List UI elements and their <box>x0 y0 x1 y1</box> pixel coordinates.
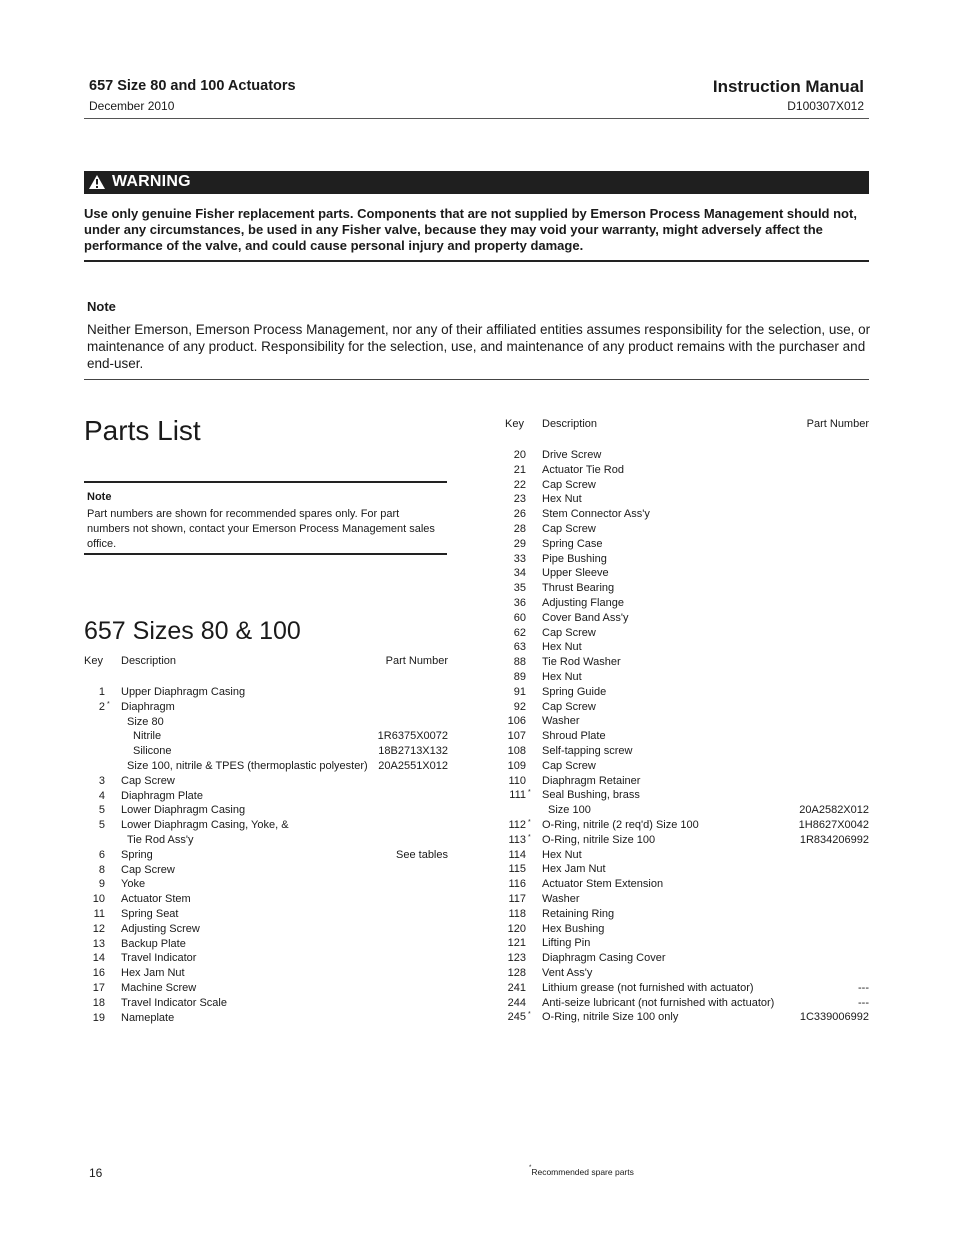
warning-banner <box>84 171 869 194</box>
footnote <box>528 1167 634 1177</box>
row-key: 14 <box>92 952 105 965</box>
table-row <box>505 775 871 790</box>
row-description: Drive Screw <box>542 449 602 461</box>
row-description: Yoke <box>121 878 146 891</box>
document-title: 657 Size 80 and 100 Actuators <box>89 78 296 94</box>
row-description: Actuator Tie Rod <box>542 463 624 476</box>
row-key: 4 <box>98 789 105 802</box>
row-description: Diaphragm <box>121 700 175 713</box>
table-row <box>84 938 450 953</box>
row-description: Travel Indicator Scale <box>121 996 227 1009</box>
table-row <box>505 612 871 627</box>
row-part-number: 18B2713X132 <box>378 745 448 758</box>
row-key: 11 <box>93 908 105 920</box>
row-key: 245 <box>507 1011 526 1024</box>
row-description: Nameplate <box>121 1011 175 1024</box>
table-row <box>505 804 871 819</box>
row-key: 2 <box>98 700 105 713</box>
row-key: 109 <box>507 759 526 772</box>
row-description: Spring Guide <box>542 685 607 698</box>
table-row <box>505 789 871 804</box>
row-key: 21 <box>513 463 526 476</box>
table-row <box>505 627 871 642</box>
table-row <box>84 878 450 893</box>
row-description: Adjusting Screw <box>121 922 200 935</box>
table-row <box>84 745 450 760</box>
row-description: Cap Screw <box>542 523 596 535</box>
table-header <box>505 418 871 433</box>
section-heading: Parts List <box>84 415 201 446</box>
table-row <box>505 834 871 849</box>
row-key: 121 <box>507 937 526 950</box>
row-description: Hex Nut <box>542 493 582 506</box>
row-description: Retaining Ring <box>542 907 615 920</box>
row-description: Thrust Bearing <box>542 582 615 595</box>
table-row <box>84 967 450 982</box>
row-part-number: 1H8627X0042 <box>798 819 869 831</box>
row-description: Upper Sleeve <box>542 567 609 580</box>
row-key: 128 <box>507 967 526 979</box>
row-key: 10 <box>92 893 105 906</box>
row-description: Travel Indicator <box>121 952 197 965</box>
row-key: 5 <box>98 819 105 832</box>
row-key: 91 <box>513 685 526 698</box>
row-key: 17 <box>92 982 105 994</box>
row-key: 106 <box>507 715 526 728</box>
row-part-number: 1C339006992 <box>799 1011 869 1024</box>
table-row <box>505 715 871 730</box>
table-row <box>505 997 871 1012</box>
row-key: 241 <box>507 981 526 994</box>
table-row <box>84 952 450 967</box>
row-description: Actuator Stem Extension <box>542 878 664 891</box>
page-number: 16 <box>89 1166 103 1180</box>
row-description: Hex Nut <box>542 848 582 861</box>
table-row <box>84 760 450 775</box>
row-description: O-Ring, nitrile Size 100 <box>542 833 656 846</box>
row-description: Lithium grease (not furnished with actuator) <box>542 981 754 994</box>
row-description: Seal Bushing, brass <box>542 789 640 802</box>
row-description: Size 100 <box>548 804 591 817</box>
table-row <box>505 508 871 523</box>
parts-table-right <box>505 418 871 1024</box>
table-row <box>505 849 871 864</box>
table-row <box>505 819 871 834</box>
row-key: 111 <box>509 789 526 802</box>
row-description: Anti-seize lubricant (not furnished with actuator) <box>542 996 775 1009</box>
recommended-spare-mark: * <box>528 819 531 826</box>
row-description: Size 80 <box>127 715 164 728</box>
table-row <box>505 701 871 716</box>
table-row <box>505 730 871 745</box>
table-row <box>505 908 871 923</box>
row-part-number: 1R834206992 <box>799 833 869 846</box>
table-row <box>84 790 450 805</box>
row-description: Upper Diaphragm Casing <box>121 686 246 698</box>
row-key: 88 <box>513 656 526 669</box>
row-key: 34 <box>513 567 526 580</box>
row-description: Backup Plate <box>121 937 186 950</box>
table-row <box>84 997 450 1012</box>
table-row <box>505 1011 871 1026</box>
row-description: Actuator Stem <box>121 893 191 906</box>
table-row <box>84 819 450 834</box>
row-key: 26 <box>513 508 526 521</box>
table-row <box>84 923 450 938</box>
row-description: Spring <box>121 848 153 861</box>
row-key: 112 <box>508 819 526 831</box>
table-row <box>505 878 871 893</box>
table-row <box>84 804 450 819</box>
row-description: O-Ring, nitrile (2 req'd) Size 100 <box>542 819 699 831</box>
row-description: O-Ring, nitrile Size 100 only <box>542 1011 679 1024</box>
row-key: 3 <box>98 774 105 787</box>
table-row <box>84 834 450 849</box>
manual-type-label: Instruction Manual <box>712 77 864 96</box>
row-key: 36 <box>513 597 526 609</box>
warning-triangle-icon <box>88 174 106 190</box>
table-row <box>505 553 871 568</box>
row-description: Spring Case <box>542 537 603 550</box>
note-title: Note <box>87 299 116 314</box>
row-key: 29 <box>513 537 526 550</box>
table-row <box>84 686 450 701</box>
note-divider <box>84 379 869 380</box>
recommended-spare-mark: * <box>528 833 531 841</box>
row-key: 117 <box>508 893 526 905</box>
row-part-number: 20A2582X012 <box>799 804 869 817</box>
document-date: December 2010 <box>89 99 175 113</box>
table-row <box>505 523 871 538</box>
row-key: 115 <box>508 863 526 876</box>
row-description: Nitrile <box>133 730 162 743</box>
row-description: Hex Nut <box>542 671 582 683</box>
warning-label: WARNING <box>112 173 191 190</box>
row-description: Self-tapping screw <box>542 745 633 757</box>
row-key: 62 <box>513 626 526 639</box>
column-header-key: Key <box>505 418 524 430</box>
row-key: 23 <box>513 493 526 506</box>
row-key: 6 <box>98 848 105 861</box>
table-row <box>84 893 450 908</box>
row-key: 33 <box>513 552 526 565</box>
row-description: Spring Seat <box>121 908 179 920</box>
row-key: 244 <box>507 996 526 1009</box>
row-key: 92 <box>513 700 526 713</box>
row-description: Hex Nut <box>542 641 582 654</box>
row-key: 114 <box>508 848 526 861</box>
table-row <box>84 982 450 997</box>
subsection-heading: 657 Sizes 80 & 100 <box>84 617 301 645</box>
row-description: Pipe Bushing <box>542 552 607 565</box>
row-description: Lifting Pin <box>542 937 591 950</box>
table-row <box>505 937 871 952</box>
row-key: 118 <box>508 907 526 920</box>
row-key: 120 <box>507 922 526 935</box>
table-row <box>505 449 871 464</box>
row-description: Machine Screw <box>121 982 197 994</box>
row-description: Hex Bushing <box>542 922 605 935</box>
row-description: Tie Rod Ass'y <box>127 834 194 846</box>
column-header-key: Key <box>84 655 103 667</box>
table-header <box>84 655 450 670</box>
row-key: 18 <box>92 996 105 1009</box>
row-description: Lower Diaphragm Casing <box>121 804 246 817</box>
column-header-part-number: Part Number <box>806 418 869 430</box>
table-row <box>505 479 871 494</box>
row-key: 22 <box>513 478 526 491</box>
table-row <box>84 849 450 864</box>
row-description: Silicone <box>133 745 172 758</box>
row-description: Lower Diaphragm Casing, Yoke, & <box>121 819 289 832</box>
table-row <box>505 464 871 479</box>
column-header-description: Description <box>121 655 177 667</box>
table-row <box>84 864 450 879</box>
row-key: 12 <box>92 922 105 935</box>
table-row <box>84 775 450 790</box>
column-header-description: Description <box>542 418 598 430</box>
row-key: 28 <box>513 523 526 535</box>
row-key: 20 <box>513 449 526 461</box>
parts-note-text: Part numbers are shown for recommended spares only. For part numbers not shown, contact your Emerson Process Management sales office. <box>87 508 435 550</box>
row-key: 35 <box>513 582 526 595</box>
row-description: Hex Jam Nut <box>121 967 185 980</box>
table-row <box>505 567 871 582</box>
row-key: 113 <box>508 833 526 846</box>
row-description: Cap Screw <box>542 759 596 772</box>
row-description: Stem Connector Ass'y <box>542 508 650 521</box>
table-row <box>505 745 871 760</box>
parts-note-title: Note <box>87 491 112 503</box>
recommended-spare-mark: * <box>528 789 531 797</box>
row-description: Shroud Plate <box>542 730 606 743</box>
row-key: 19 <box>92 1011 105 1024</box>
row-key: 8 <box>98 863 105 876</box>
table-row <box>84 716 450 731</box>
note-text: Neither Emerson, Emerson Process Management, nor any of their affiliated entities assumes responsibility for the selection, use, or maintenance of any product. Responsibility for the selection, use, and maintenance of any product remains with the purchaser and end-user. <box>87 322 871 371</box>
row-description: Cap Screw <box>121 774 175 787</box>
row-description: Washer <box>542 893 580 905</box>
table-row <box>505 493 871 508</box>
table-row <box>505 656 871 671</box>
row-part-number: See tables <box>396 848 448 861</box>
parts-table-left <box>84 655 450 1024</box>
row-description: Diaphragm Retainer <box>542 774 641 787</box>
row-key: 107 <box>507 730 526 743</box>
table-row <box>505 863 871 878</box>
table-row <box>84 908 450 923</box>
row-description: Cap Screw <box>542 700 596 713</box>
table-row <box>505 893 871 908</box>
footnote-mark: * <box>529 1165 532 1171</box>
row-part-number: 20A2551X012 <box>378 760 448 772</box>
warning-text: Use only genuine Fisher replacement parts. Components that are not supplied by Emerson Process Management should not, under any circumstances, be used in any Fisher valve, because they may void your warranty, might adversely affect the performance of the valve, and could cause personal injury and property damage. <box>84 206 857 253</box>
document-number: D100307X012 <box>787 99 864 113</box>
row-description: Diaphragm Casing Cover <box>542 952 666 965</box>
table-row <box>505 582 871 597</box>
row-key: 60 <box>513 611 526 624</box>
row-key: 5 <box>98 804 105 817</box>
row-description: Tie Rod Washer <box>542 656 621 669</box>
row-description: Vent Ass'y <box>542 967 593 979</box>
row-description: Cap Screw <box>542 626 596 639</box>
table-row <box>505 641 871 656</box>
table-row <box>84 1012 450 1027</box>
row-key: 1 <box>98 686 105 698</box>
row-key: 13 <box>92 937 105 950</box>
row-description: Cap Screw <box>121 863 175 876</box>
row-description: Cover Band Ass'y <box>542 611 629 624</box>
row-part-number: --- <box>858 996 869 1009</box>
row-description: Size 100, nitrile & TPES (thermoplastic polyester) <box>127 760 368 772</box>
row-key: 9 <box>98 878 105 891</box>
row-key: 116 <box>508 878 526 891</box>
recommended-spare-mark: * <box>528 1011 531 1019</box>
table-row <box>84 730 450 745</box>
table-row <box>505 671 871 686</box>
row-key: 108 <box>507 745 526 757</box>
row-description: Cap Screw <box>542 478 596 491</box>
row-description: Adjusting Flange <box>542 597 624 609</box>
row-part-number: --- <box>858 981 869 994</box>
note-box-top-rule <box>84 481 447 483</box>
row-key: 123 <box>507 952 526 965</box>
column-header-part-number: Part Number <box>385 655 448 667</box>
row-description: Washer <box>542 715 580 728</box>
table-row <box>505 982 871 997</box>
note-box-bottom-rule <box>84 553 447 555</box>
footnote-text: Recommended spare parts <box>531 1167 634 1177</box>
table-row <box>84 701 450 716</box>
table-row <box>505 967 871 982</box>
row-key: 16 <box>92 967 105 980</box>
row-description: Diaphragm Plate <box>121 789 203 802</box>
table-row <box>505 760 871 775</box>
warning-divider <box>84 260 869 262</box>
row-description: Hex Jam Nut <box>542 863 606 876</box>
row-key: 110 <box>508 774 526 787</box>
recommended-spare-mark: * <box>107 700 110 708</box>
header-divider <box>84 118 869 119</box>
row-key: 63 <box>513 641 526 654</box>
table-row <box>505 952 871 967</box>
table-row <box>505 923 871 938</box>
row-part-number: 1R6375X0072 <box>377 730 448 743</box>
table-row <box>505 538 871 553</box>
table-row <box>505 686 871 701</box>
row-key: 89 <box>513 671 526 683</box>
table-row <box>505 597 871 612</box>
